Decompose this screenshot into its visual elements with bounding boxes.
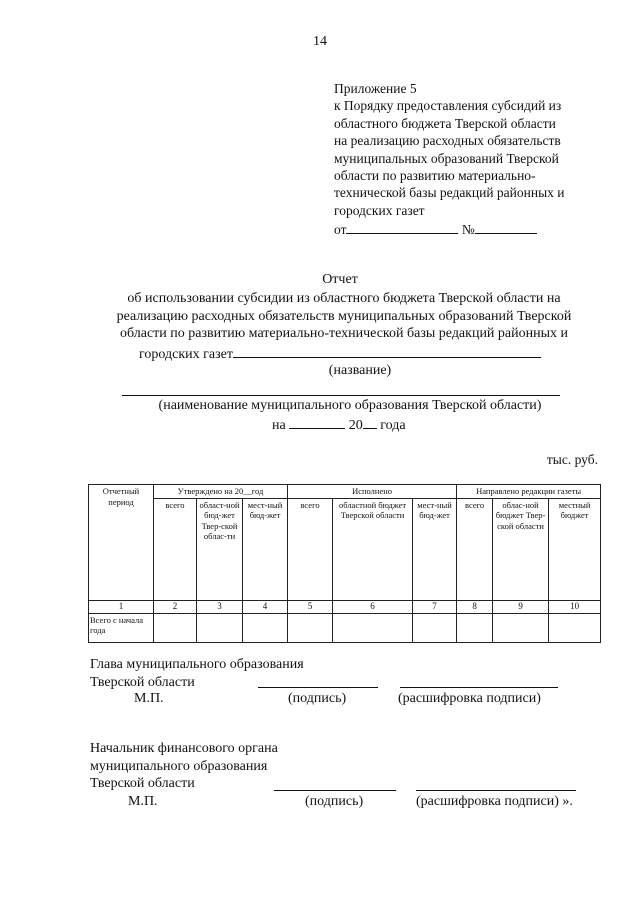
page-number: 14 [313, 34, 327, 49]
subheader-cell: област-ной бюд-жет Твер-ской облас-ти [197, 498, 243, 600]
fin-title-line3: Тверской области [90, 776, 195, 791]
subheader-cell: местный бюджет [549, 498, 601, 600]
table-cell [413, 613, 457, 642]
table-cell [154, 613, 197, 642]
table-cell [243, 613, 288, 642]
header-approved: Утверждено на 20__год [154, 485, 288, 499]
fin-stamp: М.П. [128, 794, 158, 809]
subheader-cell: мест-ный бюд-жет [413, 498, 457, 600]
appendix-line: к Порядку предоставления субсидий из [334, 98, 562, 114]
date-blank [346, 219, 458, 234]
subheader-cell: всего [288, 498, 333, 600]
period-year-blank [363, 414, 377, 429]
head-signature-block [90, 656, 304, 691]
head-signature-blank [258, 687, 378, 688]
subheader-cell: мест-ный бюд-жет [243, 498, 288, 600]
appendix-line: на реализацию расходных обязательств [334, 133, 561, 149]
newspaper-name-blank [233, 343, 541, 358]
fin-title-line2: муниципального образования [90, 758, 268, 774]
appendix-date-number-line [334, 219, 604, 238]
report-desc-line: реализацию расходных обязательств муниципальных образований Тверской [116, 308, 572, 324]
column-number: 6 [333, 600, 413, 613]
column-number: 7 [413, 600, 457, 613]
total-row-label: Всего с начала года [89, 613, 154, 642]
period-date-blank [289, 414, 345, 429]
column-number: 3 [197, 600, 243, 613]
newspaper-name-line [139, 343, 541, 363]
fin-title-line1: Начальник финансового органа [90, 741, 278, 756]
municipality-blank [122, 395, 560, 396]
appendix-line: технической базы редакций районных и [334, 185, 565, 201]
header-executed: Исполнено [288, 485, 457, 499]
report-table [88, 484, 601, 643]
subheader-cell: всего [457, 498, 493, 600]
currency-label: тыс. руб. [546, 452, 598, 467]
header-sent: Направлено редакции газеты [457, 485, 601, 499]
report-title: Отчет [322, 272, 358, 287]
subheader-cell: всего [154, 498, 197, 600]
table-cell [333, 613, 413, 642]
fin-decode-blank [416, 790, 576, 791]
head-decode-blank [400, 687, 558, 688]
report-desc-line: области по развитию материально-технической базы редакций районных и [119, 326, 569, 341]
appendix-line: области по развитию материально- [334, 168, 536, 184]
subheader-cell: облас-ной бюджет Твер-ской области [493, 498, 549, 600]
head-title-line1: Глава муниципального образования [90, 657, 304, 672]
table-subheader-row [89, 498, 601, 600]
appendix-line: Приложение 5 [334, 81, 417, 96]
head-decode-caption: (расшифровка подписи) [398, 691, 541, 706]
appendix-line: городских газет [334, 202, 425, 218]
appendix-line: областного бюджета Тверской области [334, 115, 556, 131]
column-number: 10 [549, 600, 601, 613]
subheader-cell: областной бюджет Тверской области [333, 498, 413, 600]
column-number: 1 [89, 600, 154, 613]
column-number: 2 [154, 600, 197, 613]
head-signature-caption: (подпись) [288, 691, 347, 706]
column-number: 4 [243, 600, 288, 613]
report-desc-last: городских газет [139, 347, 233, 362]
table-group-header-row [89, 485, 601, 499]
column-number: 9 [493, 600, 549, 613]
head-stamp: М.П. [134, 691, 164, 706]
table-cell [493, 613, 549, 642]
table-cell [197, 613, 243, 642]
table-number-row [89, 600, 601, 613]
period-prefix: на [272, 418, 286, 433]
column-number: 5 [288, 600, 333, 613]
table-row [89, 613, 601, 642]
period-year: 20 [348, 418, 363, 433]
number-label: № [461, 222, 475, 238]
report-description [64, 290, 624, 343]
table-cell [549, 613, 601, 642]
head-title-line2: Тверской области [90, 674, 195, 690]
number-blank [475, 219, 537, 234]
table-cell [288, 613, 333, 642]
column-number: 8 [457, 600, 493, 613]
appendix-block [334, 80, 604, 239]
from-label: от [334, 222, 347, 238]
appendix-line: муниципальных образований Тверской [334, 150, 559, 166]
municipality-caption: (наименование муниципального образования Тверской области) [158, 398, 542, 413]
period-suffix: года [380, 418, 406, 433]
report-desc-line: об использовании субсидии из областного бюджета Тверской области на [127, 291, 561, 306]
report-period-line [272, 414, 406, 434]
fin-signature-caption: (подпись) [305, 794, 364, 809]
name-caption: (название) [328, 363, 392, 378]
table-cell [457, 613, 493, 642]
fin-signature-blank [274, 790, 396, 791]
header-period: Отчетный период [89, 485, 154, 601]
fin-signature-block [90, 740, 278, 793]
fin-decode-caption: (расшифровка подписи) ». [416, 794, 573, 809]
